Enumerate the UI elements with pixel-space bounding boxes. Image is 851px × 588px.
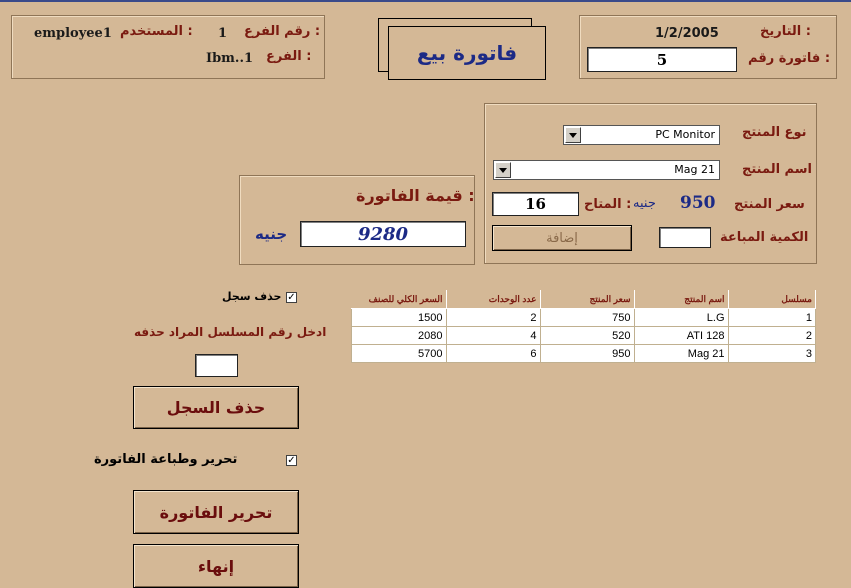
column-header-units: عدد الوحدات bbox=[446, 290, 540, 309]
product-name-value: Mag 21 bbox=[674, 163, 715, 176]
chevron-down-icon[interactable] bbox=[565, 127, 581, 143]
invoice-total-field: 9280 bbox=[300, 221, 466, 247]
chevron-down-icon[interactable] bbox=[495, 162, 511, 178]
product-price-value: 950 bbox=[680, 193, 716, 213]
branch-label: الفرع : bbox=[266, 49, 312, 64]
cell-name[interactable]: ATI 128 bbox=[634, 327, 728, 345]
cell-name[interactable]: Mag 21 bbox=[634, 345, 728, 363]
column-header-price: سعر المنتج bbox=[540, 290, 634, 309]
delete-record-button[interactable]: حذف السجل bbox=[133, 386, 299, 429]
cell-units[interactable]: 4 bbox=[446, 327, 540, 345]
invoice-total-label: قيمة الفاتورة : bbox=[356, 186, 475, 205]
branch-number-value: 1 bbox=[218, 26, 228, 41]
edit-print-checkbox[interactable]: ✓ bbox=[287, 455, 296, 466]
quantity-sold-field[interactable] bbox=[659, 227, 711, 248]
cell-name[interactable]: L.G bbox=[634, 309, 728, 327]
product-name-select[interactable] bbox=[493, 160, 720, 180]
delete-serial-field[interactable] bbox=[195, 354, 238, 377]
table-row[interactable] bbox=[352, 309, 816, 327]
page-title: فاتورة بيع bbox=[416, 41, 518, 65]
end-button[interactable]: إنهاء bbox=[133, 544, 299, 588]
product-type-value: PC Monitor bbox=[655, 128, 715, 141]
invoice-number-field[interactable]: 5 bbox=[587, 47, 737, 72]
price-currency: جنيه bbox=[633, 196, 656, 211]
window-top-border bbox=[0, 0, 851, 2]
column-header-total: السعر الكلي للصنف bbox=[352, 290, 447, 309]
date-label: التاريخ : bbox=[760, 24, 811, 39]
title-box bbox=[388, 26, 546, 80]
edit-print-label: تحرير وطباعة الفاتورة bbox=[94, 452, 238, 467]
add-button[interactable]: إضافة bbox=[492, 225, 632, 251]
cell-units[interactable]: 6 bbox=[446, 345, 540, 363]
branch-number-label: رقم الفرع : bbox=[244, 24, 321, 39]
cell-total[interactable]: 5700 bbox=[352, 345, 447, 363]
cell-serial[interactable]: 3 bbox=[728, 345, 816, 363]
cell-total[interactable]: 1500 bbox=[352, 309, 447, 327]
edit-invoice-button[interactable]: تحرير الفاتورة bbox=[133, 490, 299, 534]
invoice-total-currency: جنيه bbox=[255, 225, 288, 243]
quantity-sold-label: الكمية المباعة bbox=[720, 230, 809, 245]
invoice-items-table bbox=[351, 290, 816, 363]
delete-instruction: ادخل رقم المسلسل المراد حذفه bbox=[134, 325, 327, 339]
user-value: employee1 bbox=[34, 26, 112, 41]
delete-record-label: حذف سجل bbox=[222, 290, 282, 303]
cell-total[interactable]: 2080 bbox=[352, 327, 447, 345]
cell-price[interactable]: 750 bbox=[540, 309, 634, 327]
cell-price[interactable]: 950 bbox=[540, 345, 634, 363]
product-name-label: اسم المنتج bbox=[742, 162, 812, 177]
column-header-name: اسم المنتج bbox=[634, 290, 728, 309]
table-row[interactable] bbox=[352, 345, 816, 363]
column-header-serial: مسلسل bbox=[728, 290, 816, 309]
branch-value: Ibm..1 bbox=[206, 51, 254, 66]
cell-serial[interactable]: 1 bbox=[728, 309, 816, 327]
product-type-label: نوع المنتج bbox=[742, 125, 807, 140]
product-price-label: سعر المنتج bbox=[734, 197, 805, 212]
table-row[interactable] bbox=[352, 327, 816, 345]
cell-price[interactable]: 520 bbox=[540, 327, 634, 345]
available-field: 16 bbox=[492, 192, 579, 216]
table-header-row bbox=[352, 290, 816, 309]
delete-record-checkbox[interactable]: ✓ bbox=[287, 292, 296, 303]
invoice-number-label: فاتورة رقم : bbox=[748, 51, 831, 66]
user-label: المستخدم : bbox=[120, 24, 193, 39]
product-type-select[interactable] bbox=[563, 125, 720, 145]
date-value: 1/2/2005 bbox=[655, 26, 719, 41]
cell-serial[interactable]: 2 bbox=[728, 327, 816, 345]
available-label: المتاح : bbox=[584, 197, 632, 212]
cell-units[interactable]: 2 bbox=[446, 309, 540, 327]
